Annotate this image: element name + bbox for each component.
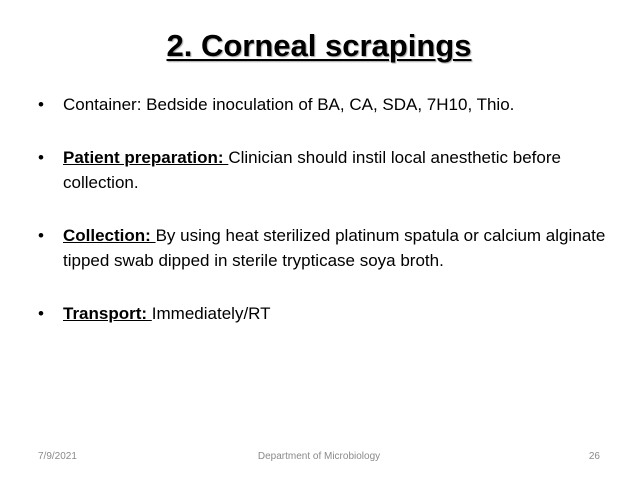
bullet-list <box>38 92 608 326</box>
bullet-icon: • <box>38 226 44 245</box>
bullet-item-patient-preparation <box>38 145 608 195</box>
bullet-label: Collection: <box>63 226 156 245</box>
footer-date: 7/9/2021 <box>38 451 77 462</box>
bullet-item-container <box>38 92 608 117</box>
bullet-icon: • <box>38 95 44 114</box>
footer-department: Department of Microbiology <box>257 451 381 462</box>
bullet-text: Container: Bedside inoculation of BA, CA, SDA, 7H10, Thio. <box>63 95 515 114</box>
bullet-item-collection <box>38 223 608 273</box>
bullet-icon: • <box>38 148 44 167</box>
bullet-text: Immediately/RT <box>151 304 271 323</box>
bullet-text: By using heat sterilized platinum spatula or calcium alginate tipped swab dipped in sterile trypticase soya broth. <box>63 226 606 270</box>
slide-title: 2. Corneal scrapings <box>166 28 472 63</box>
bullet-label: Patient preparation: <box>63 148 229 167</box>
bullet-label: Transport: <box>63 304 152 323</box>
footer-page-number: 26 <box>588 451 600 462</box>
bullet-item-transport <box>38 301 608 326</box>
bullet-text: Clinician should instil local anesthetic before collection. <box>63 148 561 192</box>
bullet-icon: • <box>38 304 44 323</box>
